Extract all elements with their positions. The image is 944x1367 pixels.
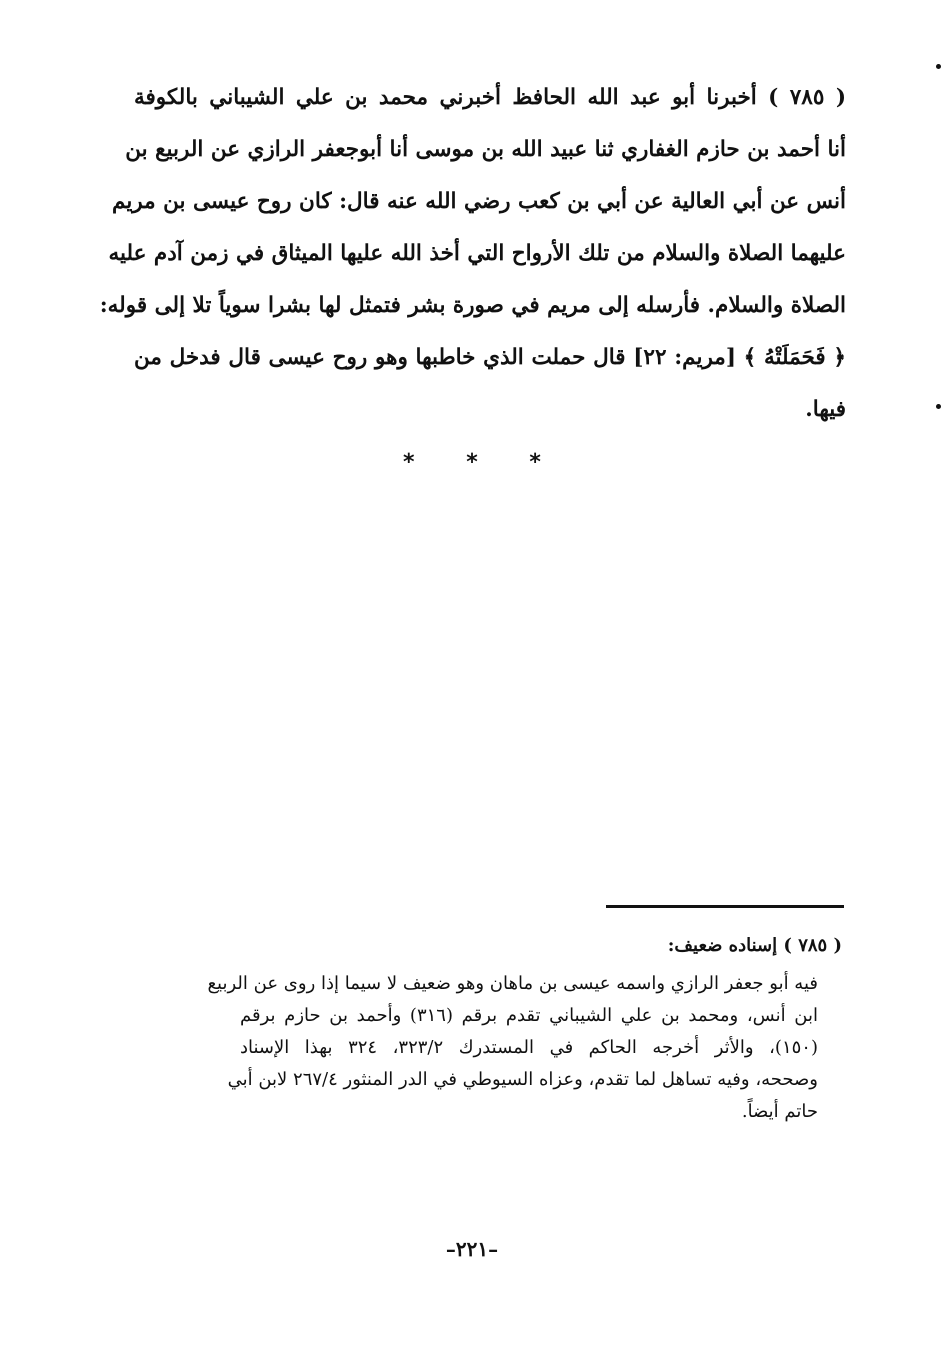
footnote-heading: ( ٧٨٥ ) إسناده ضعيف:	[667, 935, 842, 956]
main-line: عليهما الصلاة والسلام من تلك الأرواح التي أخذ الله عليها الميثاق في زمن آدم عليه	[108, 241, 846, 266]
footnote-line: (١٥٠)، والأثر أخرجه الحاكم في المستدرك ٣٢٣/٢، ٣٢٤ بهذا الإسناد	[240, 1037, 818, 1058]
main-line: الصلاة والسلام. فأرسله إلى مريم في صورة بشر فتمثل لها بشرا سوياً تلا إلى قوله:	[99, 293, 846, 318]
footnote-line: فيه أبو جعفر الرازي واسمه عيسى بن ماهان وهو ضعيف لا سيما إذا روى عن الربيع	[207, 973, 818, 994]
footnote-line: وصححه، وفيه تساهل لما تقدم، وعزاه السيوطي في الدر المنثور ٢٦٧/٤ لابن أبي	[227, 1069, 818, 1090]
main-line: فيها.	[805, 397, 846, 422]
footnote-line: ابن أنس، ومحمد بن علي الشيباني تقدم برقم (٣١٦) وأحمد بن حازم برقم	[240, 1005, 818, 1026]
asterisk-ornament: *	[466, 450, 478, 475]
footnote-body	[207, 968, 818, 1128]
section-separator	[0, 450, 944, 475]
margin-mark	[936, 64, 941, 69]
footnote-line: حاتم أيضاً.	[741, 1101, 818, 1122]
footnote-divider	[606, 905, 844, 908]
margin-mark	[936, 404, 941, 409]
asterisk-ornament: *	[529, 450, 541, 475]
asterisk-ornament: *	[403, 450, 415, 475]
main-line: ( ٧٨٥ ) أخبرنا أبو عبد الله الحافظ أخبرني محمد بن علي الشيباني بالكوفة	[134, 85, 846, 110]
main-line: أنس عن أبي العالية عن أبي بن كعب رضي الله عنه قال: كان روح عيسى بن مريم	[112, 189, 846, 214]
page-number: –٢٢١–	[445, 1237, 499, 1261]
main-line: ﴿ فَحَمَلَتْهُ ﴾ [مريم: ٢٢] قال حملت الذي خاطبها وهو روح عيسى قال فدخل من	[134, 345, 846, 370]
footnote	[202, 930, 842, 1128]
main-line: أنا أحمد بن حازم الغفاري ثنا عبيد الله بن موسى أنا أبوجعفر الرازي عن الربيع بن	[125, 137, 846, 162]
main-paragraph	[99, 72, 846, 436]
